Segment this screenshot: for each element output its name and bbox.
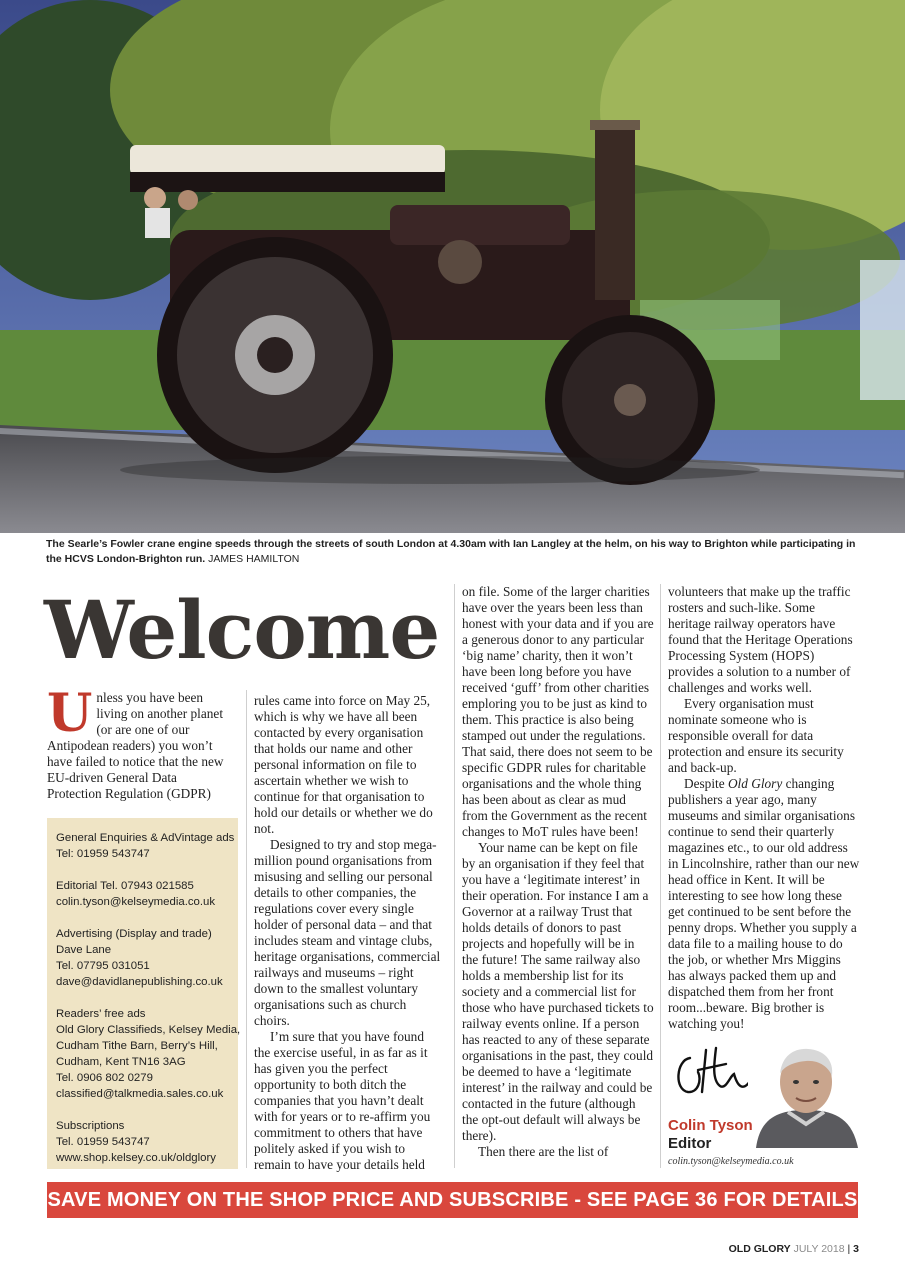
contact-details-box (47, 818, 241, 1169)
footer-issue: JULY 2018 (793, 1243, 845, 1255)
paragraph: on file. Some of the larger charities have over the years been less than honest with your data and if you are a generous donor to any particular ‘big name’ charity, then it won’t have been long before you have received ‘guff’ from other charities emploring you to be just as kind to them. This practice is also being stamped out under the regulations. That said, there does not seem to be specific GDPR rules for charitable organisations and the whole thing has been about as clear as mud from the Government as the recent changes to MoT rules have been! (462, 584, 654, 839)
footer-separator: | (847, 1243, 851, 1255)
page-number: 3 (853, 1243, 859, 1255)
contact-advertising-email[interactable]: dave@davidlanepublishing.co.uk (56, 976, 223, 988)
text-run: Despite (684, 776, 725, 791)
editor-role: Editor (668, 1135, 712, 1152)
article-column-4 (668, 584, 860, 1032)
contact-readers-address-2: Cudham Tithe Barn, Berry’s Hill, (56, 1040, 218, 1052)
photo-caption (46, 537, 866, 567)
paragraph: Designed to try and stop mega-million pound organisations from misusing and selling our personal details to other companies, the regulations cover every single holder of personal data – and that includes steam and vintage clubs, heritage organisations, commercial railways and museums – right down to the smallest voluntary organisations such as church choirs. (254, 837, 441, 1028)
editor-name: Colin Tyson (668, 1117, 753, 1134)
intro-paragraph: nless you have been living on another planet (or are one of our Antipodean readers) you won’t have failed to notice that the new EU-driven General Data Protection Regulation (GDPR) (47, 690, 224, 801)
contact-advertising-name: Dave Lane (56, 944, 112, 956)
page-footer (729, 1243, 859, 1255)
hero-photo (0, 0, 905, 533)
headline: Welcome (44, 583, 440, 677)
paragraph: I’m sure that you have found the exercise useful, in as far as it has given you the perfect opportunity to both ditch the companies that you havn’t dealt with for years or to re-affirm you commitment to others that have politely asked if you wish to remain to have your details held (254, 1029, 431, 1172)
column-divider (246, 690, 247, 1168)
paragraph: Your name can be kept on file by an organisation if they feel that you have a ‘legitimate interest’ in their operation. For instance I am a Governor at a railway Trust that holds details of donors to past projects and hopefully will be in the future! The same railway also holds a membership list for its society and a commercial list for those who have purchased tickets to railway events online. If a person has reacted to any of these separate organisations in the past, they could be deemed to have a ‘legitimate interest’ in the railway and could be contacted in the future (although the opt-out default will always be there). (462, 840, 654, 1143)
contact-general (56, 830, 235, 862)
column-divider (660, 584, 661, 1168)
contact-readers-phone: Tel. 0906 802 0279 (56, 1072, 153, 1084)
contact-readers-address-3: Cudham, Kent TN16 3AG (56, 1056, 186, 1068)
magazine-title-italic: Old Glory (727, 776, 783, 791)
column-divider (454, 584, 455, 1168)
contact-editorial-email[interactable]: colin.tyson@kelseymedia.co.uk (56, 896, 216, 908)
contact-advertising-heading: Advertising (Display and trade) (56, 928, 212, 940)
contact-editorial-phone: Editorial Tel. 07943 021585 (56, 880, 194, 892)
contact-subs-heading: Subscriptions (56, 1120, 125, 1132)
photo-credit: JAMES HAMILTON (208, 553, 300, 565)
paragraph: rules came into force on May 25, which is why we have all been contacted by every organisation that holds our name and other personal information on file to ascertain whether we wish to continue for that organisation to hold our details or whether we do not. (254, 693, 433, 836)
caption-text: The Searle’s Fowler crane engine speeds through the streets of south London at 4.30am with Ian Langley at the helm, on his way to Brighton while participating in the HCVS London-Brighton run. (46, 538, 856, 565)
subscribe-banner[interactable]: SAVE MONEY ON THE SHOP PRICE AND SUBSCRIBE - SEE PAGE 36 FOR DETAILS (47, 1182, 858, 1218)
contact-readers-heading: Readers’ free ads (56, 1008, 146, 1020)
contact-readers-email[interactable]: classified@talkmedia.sales.co.uk (56, 1088, 224, 1100)
contact-general-heading: General Enquiries & AdVintage ads (56, 832, 235, 844)
contact-readers (56, 1006, 241, 1102)
contact-subscriptions (56, 1118, 229, 1166)
text-run: changing publishers a year ago, many museums and similar organisations continue to send their quarterly magazines etc., to our old address in Lincolnshire, rather than our new head office in Kent. It will be interesting to see how long these get continued to be sent before the penny drops. Whether you supply a data file to a mailing house to do the job, or whether Mrs Miggins has always packed them up and dispatched them from her front room...beware. Big brother is watching you! (668, 776, 860, 1031)
paragraph: Every organisation must nominate someone who is responsible overall for data protection and ensure its security and back-up. (668, 696, 844, 775)
contact-general-phone: Tel: 01959 543747 (56, 848, 150, 860)
paragraph: Then there are the list of (478, 1144, 609, 1159)
article-column-2 (254, 693, 442, 1173)
steam-engine-illustration (0, 0, 905, 533)
contact-readers-address-1: Old Glory Classifieds, Kelsey Media, (56, 1024, 241, 1036)
footer-magazine: OLD GLORY (728, 1243, 791, 1255)
paragraph (668, 776, 860, 1032)
drop-cap: U (47, 683, 93, 744)
contact-advertising-phone: Tel. 07795 031051 (56, 960, 150, 972)
contact-advertising (56, 926, 229, 990)
contact-subs-url[interactable]: www.shop.kelsey.co.uk/oldglory (56, 1152, 216, 1164)
paragraph: volunteers that make up the traffic rosters and such-like. Some heritage railway operators have found that the Heritage Operations Processing System (HOPS) provides a solution to a number of challenges and works well. (668, 584, 853, 695)
editor-signoff (668, 1040, 868, 1170)
article-column-1 (47, 683, 232, 802)
contact-subs-phone: Tel. 01959 543747 (56, 1136, 150, 1148)
editor-email[interactable]: colin.tyson@kelseymedia.co.uk (668, 1156, 794, 1167)
contact-editorial (56, 878, 229, 910)
article-column-3 (462, 584, 654, 1160)
editor-portrait (748, 1040, 863, 1148)
